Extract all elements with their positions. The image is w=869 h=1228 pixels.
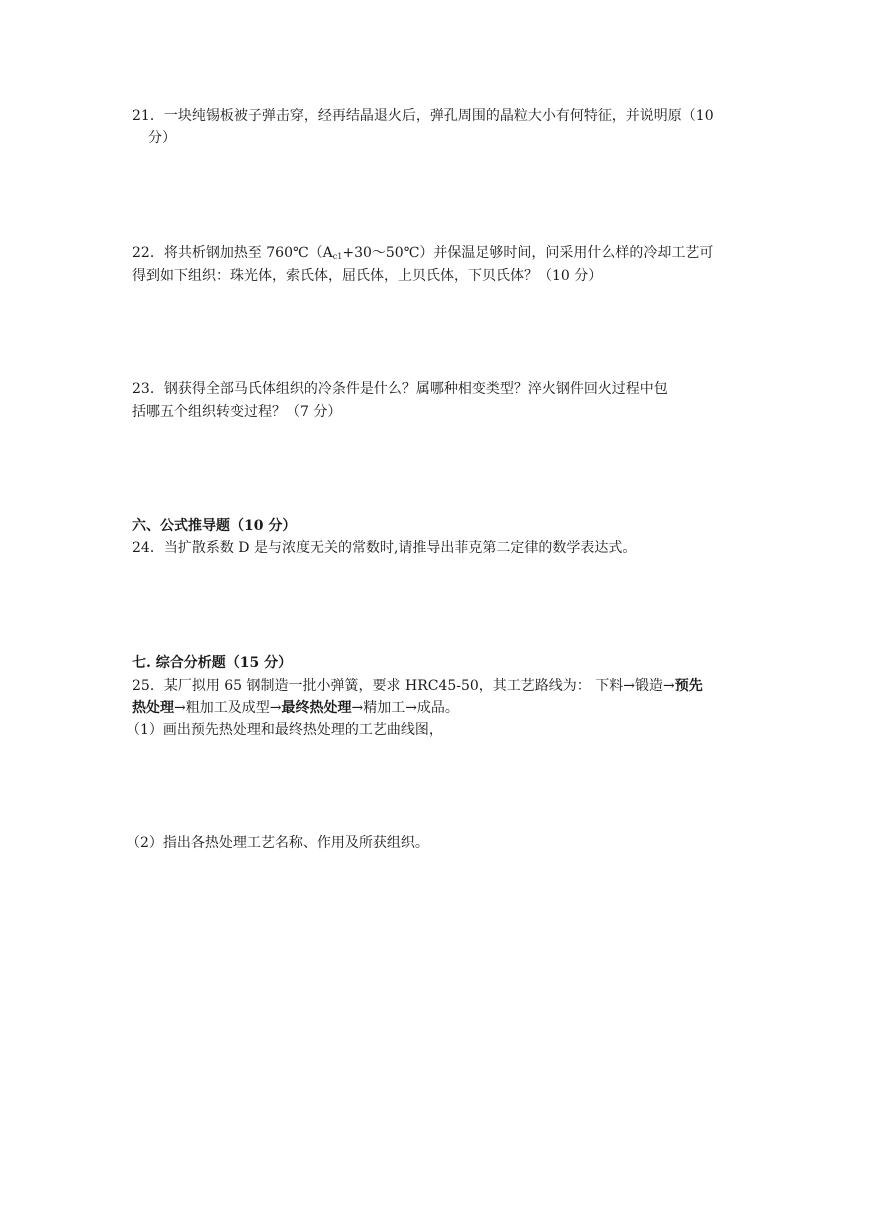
question-25-sub-1: （1）画出预先热处理和最终热处理的工艺曲线图， bbox=[126, 722, 443, 738]
question-25-sub-2: （2）指出各热处理工艺名称、作用及所获组织。 bbox=[126, 835, 429, 851]
question-25-text-b: →粗加工及成型→ bbox=[174, 700, 282, 716]
question-25-line-1 bbox=[132, 676, 703, 696]
question-25-bold-b: 热处理 bbox=[132, 700, 174, 716]
section-7-heading: 七. 综合分析题（15 分） bbox=[132, 655, 293, 671]
question-24: 24．当扩散系数 D 是与浓度无关的常数时,请推导出菲克第二定律的数学表达式。 bbox=[132, 540, 637, 556]
question-21-line-2: 分） bbox=[148, 130, 176, 146]
question-25-text-c: →精加工→成品。 bbox=[351, 700, 459, 716]
question-22-text-b: +30～50℃）并保温足够时间，问采用什么样的冷却工艺可 bbox=[342, 245, 714, 261]
section-6-heading: 六、公式推导题（10 分） bbox=[132, 518, 297, 534]
question-25-bold-a: 预先 bbox=[674, 678, 703, 694]
question-22-text-a: 22．将共析钢加热至 760℃（A bbox=[132, 245, 333, 261]
question-23-line-2: 括哪五个组织转变过程？（7 分） bbox=[132, 404, 342, 420]
question-22-line-1 bbox=[132, 243, 713, 267]
question-25-text-a: 25．某厂拟用 65 钢制造一批小弹簧，要求 HRC45-50，其工艺路线为： 下料→锻造→ bbox=[132, 678, 675, 694]
question-22-line-2: 得到如下组织：珠光体，索氏体，屈氏体，上贝氏体，下贝氏体？（10 分） bbox=[132, 268, 603, 284]
question-23-line-1: 23．钢获得全部马氏体组织的冷条件是什么？属哪种相变类型？淬火钢件回火过程中包 bbox=[132, 381, 668, 397]
question-25-line-2 bbox=[132, 698, 459, 718]
question-21-line-1: 21．一块纯锡板被子弹击穿，经再结晶退火后，弹孔周围的晶粒大小有何特征，并说明原（10 bbox=[132, 108, 714, 124]
question-25-bold-c: 最终热处理 bbox=[281, 700, 352, 716]
question-22-subscript: c1 bbox=[332, 252, 343, 261]
